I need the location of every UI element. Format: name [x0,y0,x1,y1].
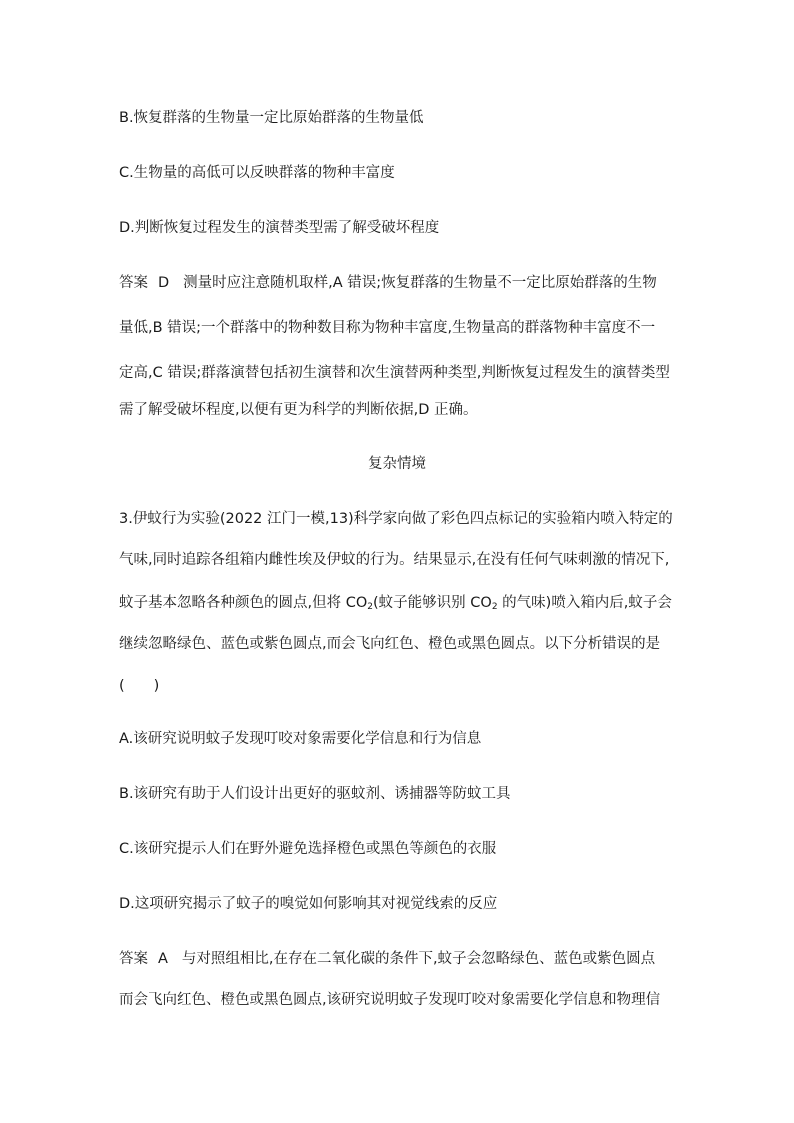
answer-parentheses: ( ) [119,678,160,694]
subscript: 2 [367,602,373,612]
stem-text: (蚊子能够识别 CO [373,595,492,611]
section-title: 复杂情境 [368,456,426,472]
subscript: 2 [491,602,498,612]
option-a: A.该研究说明蚊子发现叮咬对象需要化学信息和行为信息 [119,731,482,747]
option-c: C.生物量的高低可以反映群落的物种丰富度 [119,165,395,181]
stem-text: 的气味)喷入箱内后,蚊子会 [497,595,672,611]
answer-text-line: 量低,B 错误;一个群落中的物种数目称为物种丰富度,生物量高的群落物种丰富度不一 [119,320,656,336]
answer-block-line-1 [119,273,657,293]
question-stem-line: 继续忽略绿色、蓝色或紫色圆点,而会飞向红色、橙色或黑色圆点。以下分析错误的是 [119,636,661,652]
answer-text: 测量时应注意随机取样,A 错误;恢复群落的生物量不一定比原始群落的生物 [183,275,657,291]
question-stem-line [119,593,672,613]
option-b: B.该研究有助于人们设计出更好的驱蚊剂、诱捕器等防蚊工具 [119,786,511,802]
answer-text-line: 定高,C 错误;群落演替包括初生演替和次生演替两种类型,判断恢复过程发生的演替类型 [119,365,670,381]
answer-block-line-1 [119,949,655,969]
answer-letter: A [158,951,168,967]
option-d: D.这项研究揭示了蚊子的嗅觉如何影响其对视觉线索的反应 [119,896,498,912]
answer-label: 答案 [119,951,148,967]
answer-letter: D [158,275,170,291]
answer-text-line: 需了解受破坏程度,以便有更为科学的判断依据,D 正确。 [119,402,478,418]
option-b: B.恢复群落的生物量一定比原始群落的生物量低 [119,110,424,126]
question-stem-line: 气味,同时追踪各组箱内雌性埃及伊蚊的行为。结果显示,在没有任何气味刺激的情况下, [119,552,670,568]
answer-text: 与对照组相比,在存在二氧化碳的条件下,蚊子会忽略绿色、蓝色或紫色圆点 [181,951,656,967]
question-stem-line: 3.伊蚊行为实验(2022 江门一模,13)科学家向做了彩色四点标记的实验箱内喷入特定的 [119,511,673,527]
answer-text-line: 而会飞向红色、橙色或黑色圆点,该研究说明蚊子发现叮咬对象需要化学信息和物理信 [119,992,661,1008]
option-c: C.该研究提示人们在野外避免选择橙色或黑色等颜色的衣服 [119,841,497,857]
answer-label: 答案 [119,275,148,291]
stem-text: 蚊子基本忽略各种颜色的圆点,但将 CO [119,595,368,611]
option-d: D.判断恢复过程发生的演替类型需了解受破坏程度 [119,220,440,236]
